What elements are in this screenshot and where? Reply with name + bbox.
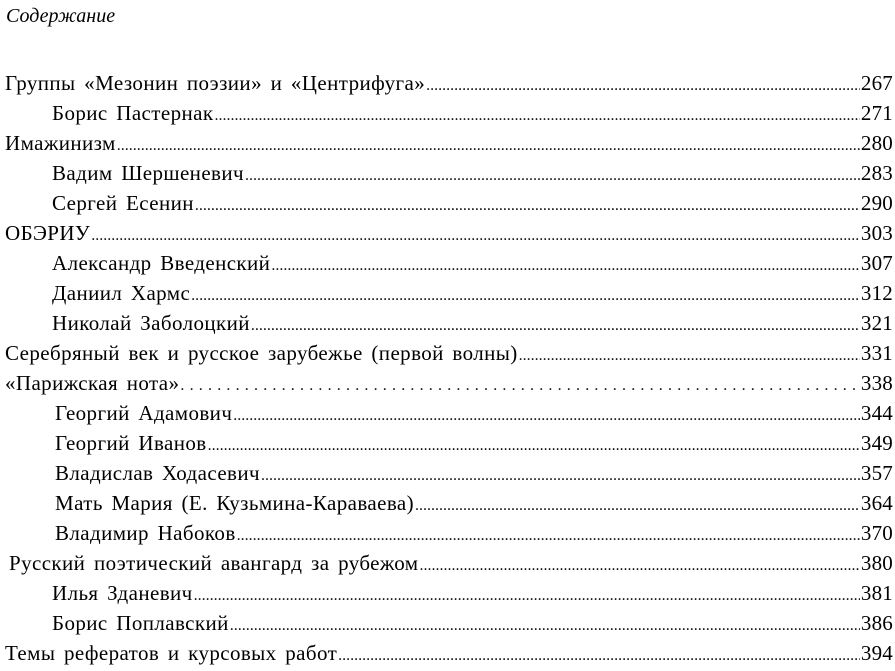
dot-leader [419, 551, 859, 581]
toc-entry-title: Владислав Ходасевич [55, 461, 260, 485]
dot-leader [230, 611, 860, 641]
dot-leader [245, 161, 860, 191]
toc-entry-avant-garde-abroad [0, 548, 893, 578]
dot-leader [251, 311, 860, 341]
page-header-title: Содержание [6, 5, 116, 27]
toc-entry-title: ОБЭРИУ [5, 221, 91, 245]
toc-page-number: 349 [860, 431, 893, 455]
dot-leader [261, 461, 860, 491]
toc-page-number: 357 [860, 461, 893, 485]
toc-entry-kharms [0, 278, 893, 308]
toc-entry-zabolotsky [0, 308, 893, 338]
toc-page-number: 307 [860, 251, 893, 275]
toc-page-number: 381 [860, 581, 893, 605]
toc-page-number: 280 [860, 131, 893, 155]
toc-entry-title: Владимир Набоков [55, 521, 236, 545]
toc-page-number: 303 [860, 221, 893, 245]
toc-entry-oberiu [0, 218, 893, 248]
dot-leader [208, 431, 860, 461]
toc-entry-pasternak [0, 98, 893, 128]
toc-entry-title: «Парижская нота» [5, 371, 180, 395]
toc-page-number: 331 [860, 341, 893, 365]
toc-entry-nabokov [0, 518, 893, 548]
table-of-contents [0, 68, 893, 668]
toc-entry-title: Александр Введенский [52, 251, 271, 275]
toc-entry-adamovich [0, 398, 893, 428]
dot-leader [237, 521, 860, 551]
dot-leader [194, 581, 860, 611]
toc-entry-khodasevich [0, 458, 893, 488]
toc-entry-title: Русский поэтический авангард за рубежом [9, 551, 419, 575]
toc-entry-mezonin-centrifuga [0, 68, 893, 98]
dot-leader [415, 491, 860, 521]
toc-page-number: 290 [860, 191, 893, 215]
toc-entry-title: Серебряный век и русское зарубежье (первой волны) [5, 341, 518, 365]
toc-page-number: 380 [860, 551, 893, 575]
toc-entry-title: Вадим Шершеневич [52, 161, 244, 185]
toc-entry-poplavsky [0, 608, 893, 638]
toc-entry-esenin [0, 188, 893, 218]
toc-entry-title: Сергей Есенин [52, 191, 194, 215]
dot-leader [117, 131, 860, 161]
dot-leader [91, 221, 860, 251]
toc-page-number: 271 [860, 101, 893, 125]
toc-entry-vvedensky [0, 248, 893, 278]
toc-page-number: 283 [860, 161, 893, 185]
toc-entry-title: Мать Мария (Е. Кузьмина-Караваева) [55, 491, 414, 515]
dot-leader [271, 251, 860, 281]
toc-entry-ivanov [0, 428, 893, 458]
dot-leader [338, 641, 860, 671]
toc-page-number: 344 [860, 401, 893, 425]
toc-entry-title: Даниил Хармс [52, 281, 191, 305]
toc-entry-title: Имажинизм [5, 131, 116, 155]
toc-entry-title: Темы рефератов и курсовых работ [5, 641, 338, 665]
dot-leader [214, 101, 859, 131]
toc-entry-title: Николай Заболоцкий [52, 311, 250, 335]
toc-entry-shershenevich [0, 158, 893, 188]
dot-leader [180, 371, 859, 401]
toc-page-number: 364 [860, 491, 893, 515]
dot-leader [519, 341, 860, 371]
toc-page-number: 267 [860, 71, 893, 95]
toc-entry-mother-maria [0, 488, 893, 518]
toc-entry-title: Борис Пастернак [52, 101, 214, 125]
dot-leader [426, 71, 860, 101]
dot-leader [195, 191, 860, 221]
toc-entry-title: Группы «Мезонин поэзии» и «Центрифуга» [5, 71, 426, 95]
toc-page-number: 321 [860, 311, 893, 335]
toc-page-number: 370 [860, 521, 893, 545]
dot-leader [191, 281, 860, 311]
toc-page-number: 338 [860, 371, 893, 395]
toc-entry-title: Георгий Иванов [55, 431, 207, 455]
toc-entry-title: Борис Поплавский [52, 611, 229, 635]
dot-leader [233, 401, 860, 431]
toc-page-number: 386 [860, 611, 893, 635]
toc-entry-title: Илья Зданевич [52, 581, 193, 605]
toc-entry-silver-age-emigration [0, 338, 893, 368]
toc-entry-imaginism [0, 128, 893, 158]
toc-entry-essay-topics [0, 638, 893, 668]
toc-entry-zdanevich [0, 578, 893, 608]
toc-entry-title: Георгий Адамович [55, 401, 233, 425]
toc-entry-parisian-note [0, 368, 893, 398]
toc-page-number: 312 [860, 281, 893, 305]
toc-page-number: 394 [860, 641, 893, 665]
